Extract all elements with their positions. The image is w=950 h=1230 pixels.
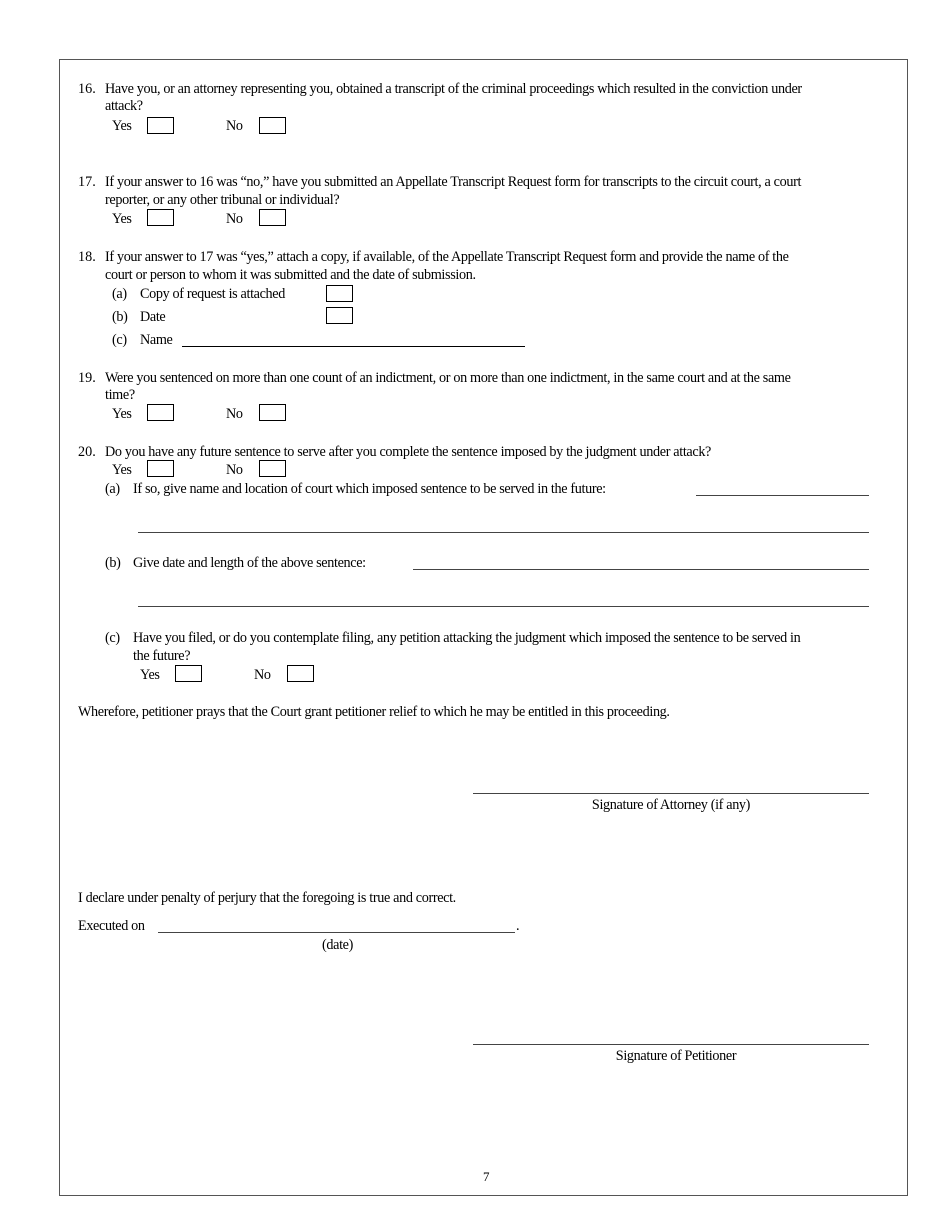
q19-no-label: No bbox=[226, 406, 243, 422]
q20-text: Do you have any future sentence to serve after you complete the sentence imposed by the judgment under attack? bbox=[105, 444, 712, 460]
q20-b-label: Give date and length of the above sentence: bbox=[133, 555, 366, 571]
q20-no-checkbox[interactable] bbox=[259, 460, 286, 477]
q18-b-marker: (b) bbox=[112, 309, 128, 325]
q18-a-label: Copy of request is attached bbox=[140, 286, 285, 302]
q20-no-label: No bbox=[226, 462, 243, 478]
q19-no-checkbox[interactable] bbox=[259, 404, 286, 421]
q17-text-line2: reporter, or any other tribunal or individual? bbox=[105, 192, 340, 208]
q17-no-label: No bbox=[226, 211, 243, 227]
q19-text-line1: Were you sentenced on more than one count of an indictment, or on more than one indictment, in the same court and at the same bbox=[105, 370, 791, 386]
petitioner-signature-field[interactable] bbox=[473, 1044, 869, 1045]
q20-b-field-line1[interactable] bbox=[413, 569, 869, 570]
executed-date-field[interactable] bbox=[158, 932, 515, 933]
q18-name-field[interactable] bbox=[182, 346, 525, 347]
q17-yes-checkbox[interactable] bbox=[147, 209, 174, 226]
q17-yes-label: Yes bbox=[112, 211, 132, 227]
q18-a-marker: (a) bbox=[112, 286, 127, 302]
page-number: 7 bbox=[483, 1169, 490, 1184]
q17-text-line1: If your answer to 16 was “no,” have you submitted an Appellate Transcript Request form for transcripts to the circuit court, a court bbox=[105, 174, 802, 190]
q18-b-label: Date bbox=[140, 309, 166, 325]
q16-no-checkbox[interactable] bbox=[259, 117, 286, 134]
executed-on-label: Executed on bbox=[78, 918, 145, 934]
q16-text-line2: attack? bbox=[105, 98, 143, 114]
q20-c-marker: (c) bbox=[105, 630, 120, 646]
executed-period: . bbox=[516, 918, 520, 934]
q20-c-yes-label: Yes bbox=[140, 667, 160, 683]
q18-text-line2: court or person to whom it was submitted and the date of submission. bbox=[105, 267, 476, 283]
q20-c-yes-checkbox[interactable] bbox=[175, 665, 202, 682]
q20-yes-checkbox[interactable] bbox=[147, 460, 174, 477]
q20-yes-label: Yes bbox=[112, 462, 132, 478]
q20-c-no-label: No bbox=[254, 667, 271, 683]
q19-yes-checkbox[interactable] bbox=[147, 404, 174, 421]
q20-a-field-line1[interactable] bbox=[696, 495, 869, 496]
q17-no-checkbox[interactable] bbox=[259, 209, 286, 226]
q20-c-line2: the future? bbox=[133, 648, 191, 664]
q19-text-line2: time? bbox=[105, 387, 135, 403]
q20-a-field-line2[interactable] bbox=[138, 532, 869, 533]
q20-a-marker: (a) bbox=[105, 481, 120, 497]
page-border bbox=[59, 59, 908, 1196]
q18-date-box[interactable] bbox=[326, 307, 353, 324]
q20-number: 20. bbox=[78, 444, 96, 460]
q20-a-label: If so, give name and location of court which imposed sentence to be served in the future: bbox=[133, 481, 606, 497]
wherefore-text: Wherefore, petitioner prays that the Court grant petitioner relief to which he may be entitled in this proceeding. bbox=[78, 704, 670, 720]
q18-c-marker: (c) bbox=[112, 332, 127, 348]
q19-number: 19. bbox=[78, 370, 96, 386]
q18-copy-attached-checkbox[interactable] bbox=[326, 285, 353, 302]
q18-text-line1: If your answer to 17 was “yes,” attach a copy, if available, of the Appellate Transcript Request form and provide the name of the bbox=[105, 249, 789, 265]
declaration-text: I declare under penalty of perjury that the foregoing is true and correct. bbox=[78, 890, 456, 906]
q20-b-field-line2[interactable] bbox=[138, 606, 869, 607]
q18-number: 18. bbox=[78, 249, 96, 265]
q16-number: 16. bbox=[78, 81, 96, 97]
q20-c-line1: Have you filed, or do you contemplate filing, any petition attacking the judgment which imposed the sentence to be served in bbox=[133, 630, 801, 646]
q18-c-label: Name bbox=[140, 332, 173, 348]
q16-no-label: No bbox=[226, 118, 243, 134]
attorney-signature-field[interactable] bbox=[473, 793, 869, 794]
q19-yes-label: Yes bbox=[112, 406, 132, 422]
q20-c-no-checkbox[interactable] bbox=[287, 665, 314, 682]
q16-yes-label: Yes bbox=[112, 118, 132, 134]
q16-yes-checkbox[interactable] bbox=[147, 117, 174, 134]
q16-text-line1: Have you, or an attorney representing you, obtained a transcript of the criminal proceedings which resulted in the conviction under bbox=[105, 81, 802, 97]
petitioner-signature-label: Signature of Petitioner bbox=[615, 1048, 737, 1064]
q20-b-marker: (b) bbox=[105, 555, 121, 571]
executed-date-label: (date) bbox=[322, 937, 353, 953]
q17-number: 17. bbox=[78, 174, 96, 190]
attorney-signature-label: Signature of Attorney (if any) bbox=[591, 797, 751, 813]
